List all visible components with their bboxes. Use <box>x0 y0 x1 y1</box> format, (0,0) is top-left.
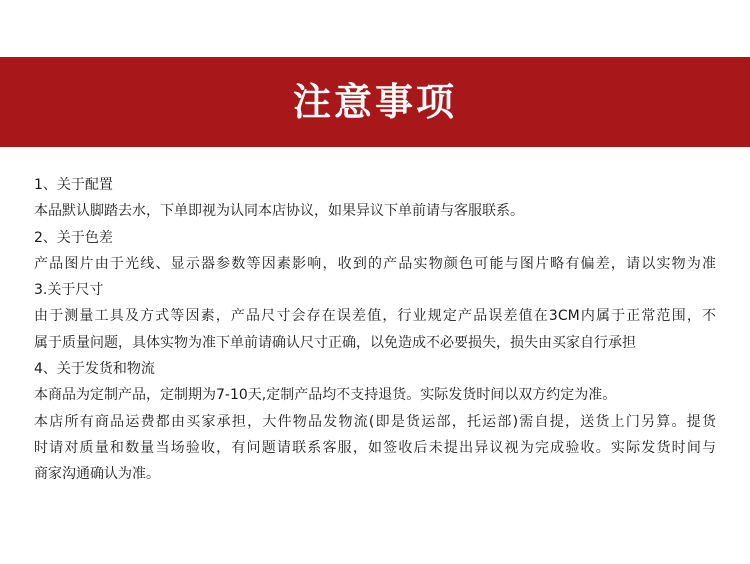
size-text-line-1: 由于测量工具及方式等因素，产品尺寸会存在误差值，行业规定产品误差值在3CM内属于正常范围，不 <box>34 308 716 325</box>
shipping-text-2-line-3: 商家沟通确认为准。 <box>34 466 160 483</box>
color-text: 产品图片由于光线、显示器参数等因素影响，收到的产品实物颜色可能与图片略有偏差，请以实物为准 <box>34 255 716 272</box>
page-title: 注意事项 <box>292 80 457 124</box>
title-banner <box>0 57 750 147</box>
size-text-line-2: 属于质量问题，具体实物为准下单前请确认尺寸正确，以免造成不必要损失，损失由买家自行承担 <box>34 334 636 351</box>
shipping-text-1: 本商品为定制产品，定制期为7-10天,定制产品均不支持退货。实际发货时间以双方约定为准。 <box>34 387 617 404</box>
section-heading-color: 2、关于色差 <box>34 229 113 246</box>
section-heading-config: 1、关于配置 <box>34 177 113 193</box>
section-heading-shipping: 4、关于发货和物流 <box>34 361 155 378</box>
section-heading-size: 3.关于尺寸 <box>34 282 104 299</box>
shipping-text-2-line-2: 时请对质量和数量当场验收，有问题请联系客服，如签收后未提出异议视为完成验收。实际发货时间与 <box>34 439 716 456</box>
notice-content <box>34 172 716 488</box>
config-text: 本品默认脚踏去水，下单即视为认同本店协议，如果异议下单前请与客服联系。 <box>34 203 524 220</box>
shipping-text-2-line-1: 本店所有商品运费都由买家承担，大件物品发物流(即是货运部，托运部)需自提，送货上门另算。提货 <box>34 413 716 430</box>
